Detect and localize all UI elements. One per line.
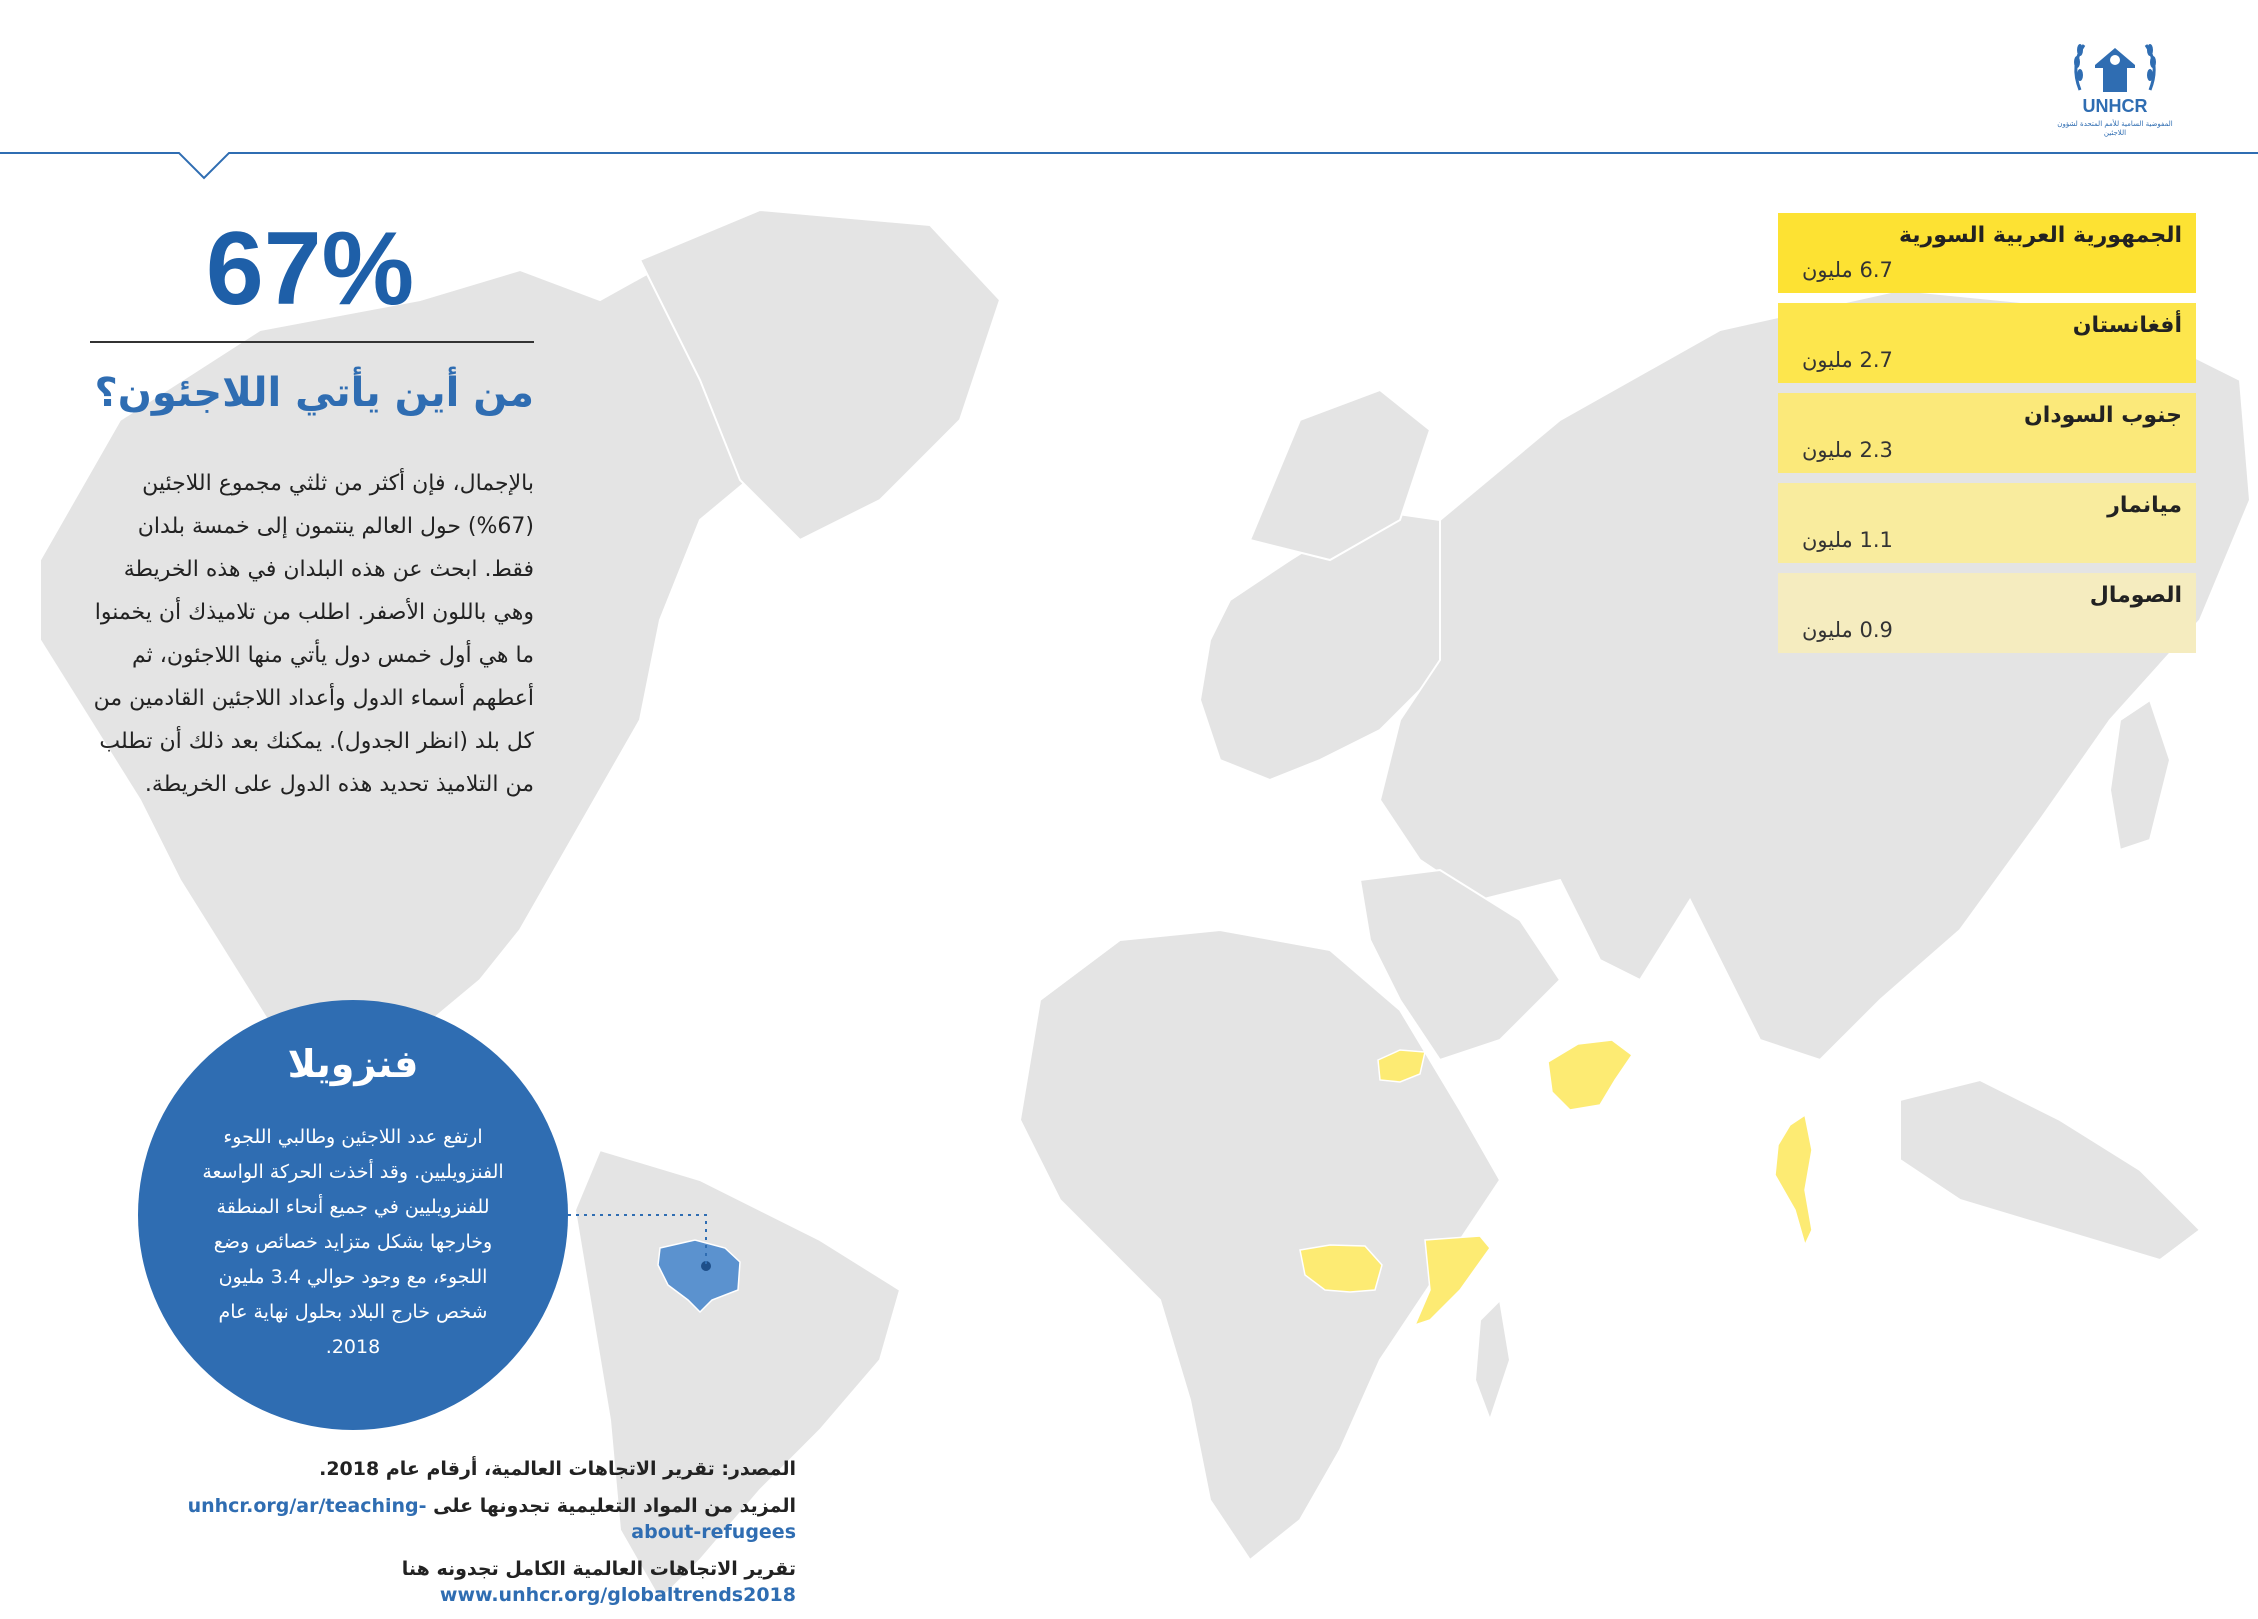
unhcr-logo — [2050, 20, 2180, 140]
country-card-afghanistan — [1778, 303, 2196, 383]
country-value: 2.3 مليون — [1802, 438, 1893, 462]
country-list — [1778, 213, 2196, 663]
country-value: 1.1 مليون — [1802, 528, 1893, 552]
logo-subtitle: المفوضية السامية للأمم المتحدة لشؤون اللاجئين — [2057, 120, 2173, 137]
country-value: 6.7 مليون — [1802, 258, 1893, 282]
footer-more — [160, 1493, 796, 1545]
venezuela-callout — [138, 1000, 568, 1430]
country-name: الجمهورية العربية السورية — [1898, 223, 2182, 248]
header-notch — [178, 152, 230, 182]
global-trends-link[interactable]: www.unhcr.org/globaltrends2018 — [439, 1584, 796, 1606]
footer-report-label: تقرير الاتجاهات العالمية الكامل تجدونه هنا — [401, 1558, 796, 1580]
logo-text: UNHCR — [2082, 96, 2148, 116]
country-name: ميانمار — [2107, 493, 2182, 518]
country-name: الصومال — [2089, 583, 2182, 608]
venezuela-leader-line — [568, 1210, 708, 1270]
venezuela-title: فنزويلا — [287, 1042, 419, 1086]
intro-paragraph: بالإجمال، فإن أكثر من ثلثي مجموع اللاجئين (67%) حول العالم ينتمون إلى خمسة بلدان فقط. ابحث عن هذه البلدان في هذه الخريطة وهي باللون الأصفر. اطلب من تلاميذك أن يخمنوا ما هي أول خمس دول يأتي منها اللاجئون، ثم أعطهم أسماء الدول وأعداد اللاجئين القادمين من كل بلد (انظر الجدول). يمكنك بعد ذلك أن تطلب من التلاميذ تحديد هذه الدول على الخريطة. — [93, 471, 534, 797]
madagascar-land — [1475, 1300, 1510, 1420]
headline-rule — [90, 341, 534, 343]
country-card-somalia — [1778, 573, 2196, 653]
teaching-link[interactable]: unhcr.org/ar/teaching-about-refugees — [187, 1495, 796, 1543]
page-title: من أين يأتي اللاجئون؟ — [94, 370, 534, 416]
afghanistan-highlight — [1548, 1040, 1632, 1110]
japan-land — [2110, 700, 2170, 850]
myanmar-highlight — [1775, 1115, 1812, 1245]
country-value: 2.7 مليون — [1802, 348, 1893, 372]
venezuela-body: ارتفع عدد اللاجئين وطالبي اللجوء الفنزويليين. وقد أخذت الحركة الواسعة للفنزويليين في جميع أنحاء المنطقة وخارجها بشكل متزايد خصائص وضع اللجوء، مع وجود حوالي 3.4 مليون شخص خارج البلاد بحلول نهاية عام 2018. — [202, 1126, 504, 1358]
headline-percent: 67% — [205, 211, 415, 327]
footer — [160, 1456, 796, 1619]
country-name: جنوب السودان — [2024, 403, 2182, 428]
footer-report — [160, 1556, 796, 1608]
country-card-syria — [1778, 213, 2196, 293]
country-card-south-sudan — [1778, 393, 2196, 473]
country-value: 0.9 مليون — [1802, 618, 1893, 642]
country-card-myanmar — [1778, 483, 2196, 563]
header-rule — [0, 152, 2258, 154]
country-name: أفغانستان — [2072, 313, 2182, 338]
footer-more-label: المزيد من المواد التعليمية تجدونها على — [433, 1495, 796, 1517]
footer-source: المصدر: تقرير الاتجاهات العالمية، أرقام عام 2018. — [319, 1458, 796, 1480]
southeast-asia-land — [1900, 1080, 2200, 1260]
